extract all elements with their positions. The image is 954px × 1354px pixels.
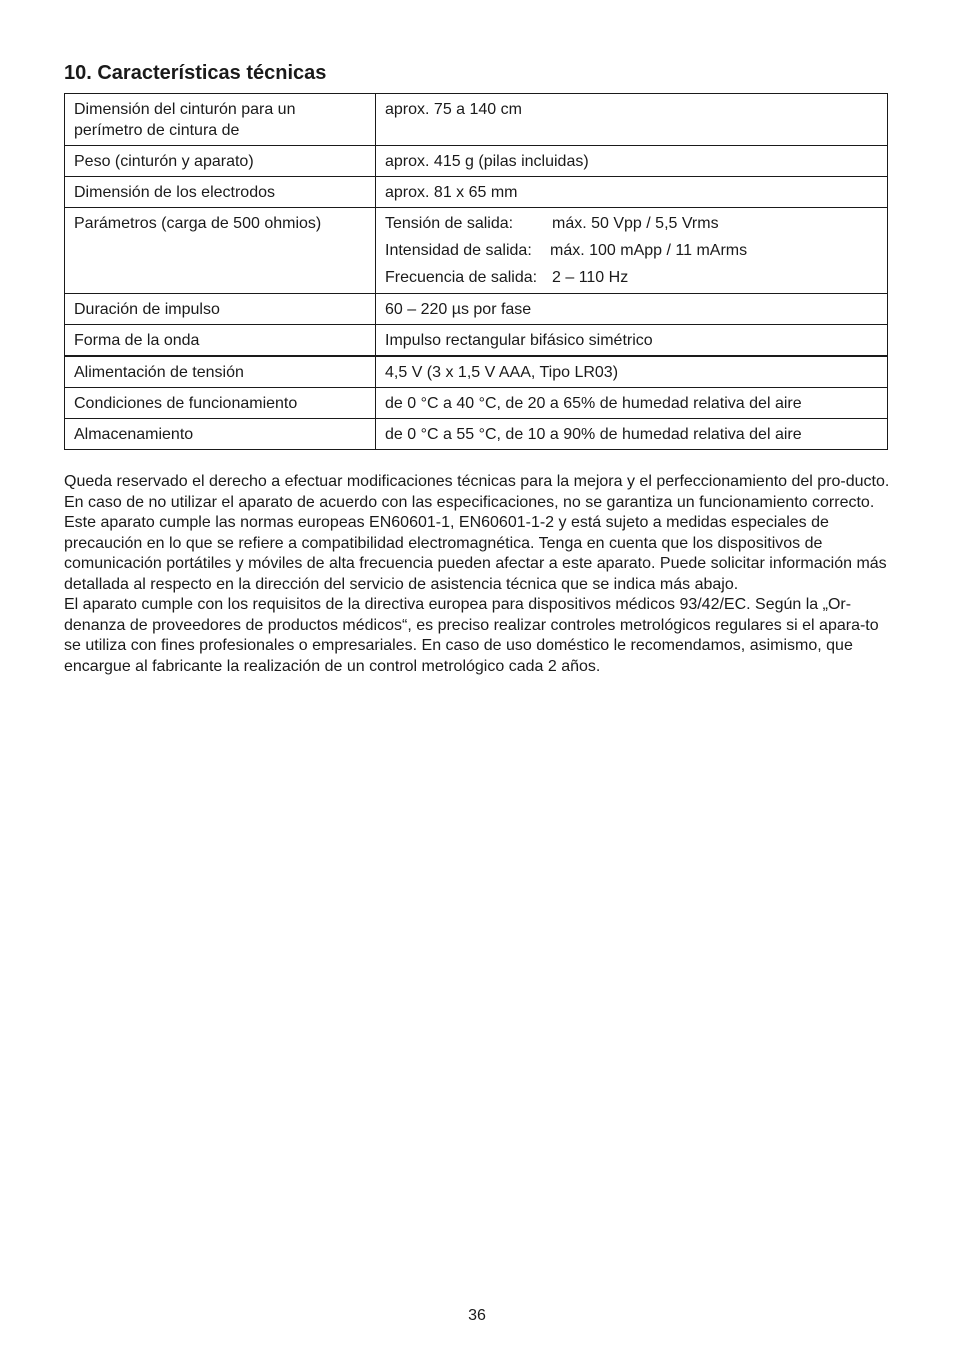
spec-label: Peso (cinturón y aparato): [65, 146, 376, 177]
parameter-value: máx. 100 mApp / 11 mArms: [550, 242, 748, 259]
table-row: [65, 294, 888, 325]
table-row: [65, 146, 888, 177]
parameter-name: Frecuencia de salida:: [385, 269, 538, 286]
parameter-name: Tensión de salida:: [385, 215, 514, 232]
spec-value: aprox. 75 a 140 cm: [376, 94, 888, 146]
spec-value: 60 – 220 µs por fase: [376, 294, 888, 325]
spec-label: Parámetros (carga de 500 ohmios): [65, 208, 376, 294]
table-row: [65, 356, 888, 388]
parameter-value: 2 – 110 Hz: [552, 269, 629, 286]
spec-value: Impulso rectangular bifásico simétrico: [376, 325, 888, 357]
spec-label: Dimensión del cinturón para un perímetro de cintura de: [65, 94, 376, 146]
spec-value: aprox. 415 g (pilas incluidas): [376, 146, 888, 177]
parameter-line: [385, 210, 878, 237]
parameter-line: [385, 237, 878, 264]
table-row: [65, 177, 888, 208]
table-row: [65, 388, 888, 419]
table-row: [65, 419, 888, 450]
spec-value: de 0 °C a 40 °C, de 20 a 65% de humedad relativa del aire: [376, 388, 888, 419]
parameter-value: máx. 50 Vpp / 5,5 Vrms: [552, 215, 719, 232]
paragraph-medical-directive: El aparato cumple con los requisitos de la directiva europea para dispositivos médicos 93/42/EC. Según la „Or-denanza de proveedores de productos médicos“, es preciso realizar controles metrológicos regulares si el apara-to se utiliza con fines profesionales o empresariales. En caso de uso doméstico le recomendamos, asimismo, que encargue al fabricante la realización de un control metrológico cada 2 años.: [64, 596, 879, 675]
paragraph-emc-standards: Este aparato cumple las normas europeas EN60601-1, EN60601-1-2 y está sujeto a medidas especiales de precaución en lo que se refiere a compatibilidad electromagnética. Tenga en cuenta que los dispositivos de comunicación portátiles y móviles de alta frecuencia pueden afectar a este aparato. Puede solicitar información más detallada al respecto en la dirección del servicio de asistencia técnica que se indica más abajo.: [64, 514, 887, 593]
spec-label: Duración de impulso: [65, 294, 376, 325]
table-row: [65, 94, 888, 146]
spec-value: aprox. 81 x 65 mm: [376, 177, 888, 208]
table-row: [65, 325, 888, 357]
page-number: 36: [468, 1307, 486, 1324]
technical-specs-table: [64, 93, 888, 450]
spec-value: de 0 °C a 55 °C, de 10 a 90% de humedad relativa del aire: [376, 419, 888, 450]
paragraph-modifications: Queda reservado el derecho a efectuar modificaciones técnicas para la mejora y el perfeccionamiento del pro-ducto. En caso de no utilizar el aparato de acuerdo con las especificaciones, no se garantiza un funcionamiento correcto.: [64, 473, 890, 511]
parameter-name: Intensidad de salida:: [385, 242, 532, 259]
spec-label: Almacenamiento: [65, 419, 376, 450]
section-title: 10. Características técnicas: [64, 62, 327, 84]
spec-value-parameters: [376, 208, 888, 294]
parameter-line: [385, 264, 878, 291]
body-text: [64, 472, 890, 677]
spec-label: Alimentación de tensión: [65, 356, 376, 388]
table-row: [65, 208, 888, 294]
spec-label: Condiciones de funcionamiento: [65, 388, 376, 419]
spec-value: 4,5 V (3 x 1,5 V AAA, Tipo LR03): [376, 356, 888, 388]
spec-label: Forma de la onda: [65, 325, 376, 357]
spec-label: Dimensión de los electrodos: [65, 177, 376, 208]
